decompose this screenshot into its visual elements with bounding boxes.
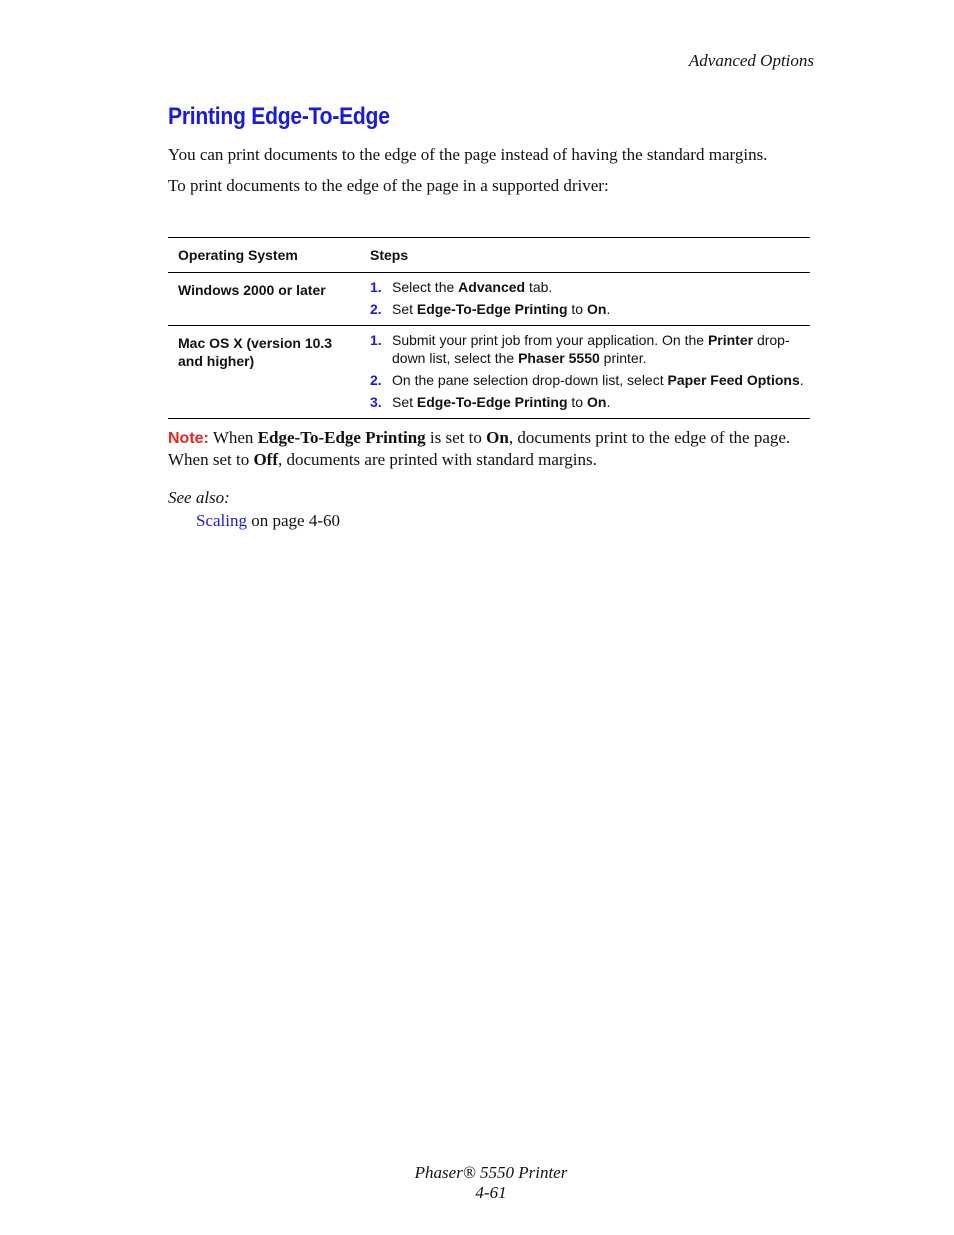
page-footer	[0, 1163, 954, 1203]
step-text: drop-down list, select the	[392, 332, 790, 366]
step-text: tab.	[525, 279, 553, 295]
section-title: Printing Edge-To-Edge	[168, 103, 390, 130]
step-emphasis: Edge-To-Edge Printing	[416, 394, 568, 410]
note-text: When	[208, 428, 258, 447]
note-emphasis: Edge-To-Edge Printing	[257, 428, 426, 447]
os-steps-table	[168, 237, 810, 419]
step-text: Set	[392, 301, 417, 317]
step-emphasis: Paper Feed Options	[667, 372, 800, 388]
see-also-page-ref: on page 4-60	[247, 511, 341, 530]
step-emphasis: On	[587, 301, 607, 317]
intro-paragraph: You can print documents to the edge of the page instead of having the standard margins.	[168, 145, 768, 164]
step-emphasis: Advanced	[458, 279, 526, 295]
note-emphasis: On	[486, 428, 509, 447]
step-text: .	[799, 372, 804, 388]
step-list	[370, 278, 810, 318]
step-text: On the pane selection drop-down list, select	[392, 372, 668, 388]
lead-in-paragraph: To print documents to the edge of the page in a supported driver:	[168, 176, 609, 195]
header-steps: Steps	[370, 247, 409, 263]
step-text: to	[567, 301, 587, 317]
step-list	[370, 331, 810, 411]
step-number: 1.	[370, 332, 382, 348]
step-text: Set	[392, 394, 417, 410]
footer-page-number: 4-61	[475, 1183, 507, 1202]
note-paragraph	[168, 427, 818, 470]
step-item	[370, 331, 810, 367]
step-number: 2.	[370, 301, 382, 317]
running-head: Advanced Options	[688, 51, 814, 70]
note-text: , documents print to the edge of the page. When set to	[168, 428, 791, 469]
table-row-mac	[168, 326, 810, 419]
step-text: to	[567, 394, 587, 410]
step-emphasis: On	[587, 394, 607, 410]
step-item	[370, 393, 810, 411]
step-item	[370, 371, 810, 389]
table-header-row	[168, 238, 810, 273]
see-also-reference	[196, 511, 340, 531]
note-text: is set to	[425, 428, 487, 447]
step-number: 1.	[370, 279, 382, 295]
note-emphasis: Off	[253, 450, 278, 469]
footer-product: Phaser® 5550 Printer	[414, 1163, 568, 1182]
step-item	[370, 300, 810, 318]
table-row-windows	[168, 273, 810, 326]
steps-cell	[370, 326, 810, 419]
step-text: .	[606, 394, 611, 410]
step-emphasis: Edge-To-Edge Printing	[416, 301, 568, 317]
scaling-link[interactable]: Scaling	[196, 511, 247, 530]
step-emphasis: Printer	[707, 332, 754, 348]
step-text: printer.	[599, 350, 647, 366]
note-label: Note:	[168, 430, 209, 447]
step-text: Select the	[392, 279, 459, 295]
see-also-label: See also:	[168, 488, 230, 507]
os-name: Windows 2000 or later	[178, 282, 326, 298]
steps-cell	[370, 273, 810, 326]
step-item	[370, 278, 810, 296]
step-emphasis: Phaser 5550	[518, 350, 600, 366]
step-number: 3.	[370, 394, 382, 410]
os-name: Mac OS X (version 10.3 and higher)	[178, 335, 333, 369]
step-number: 2.	[370, 372, 382, 388]
header-operating-system: Operating System	[178, 247, 298, 263]
step-text: .	[606, 301, 611, 317]
note-text: , documents are printed with standard margins.	[278, 450, 597, 469]
step-text: Submit your print job from your application. On the	[392, 332, 708, 348]
